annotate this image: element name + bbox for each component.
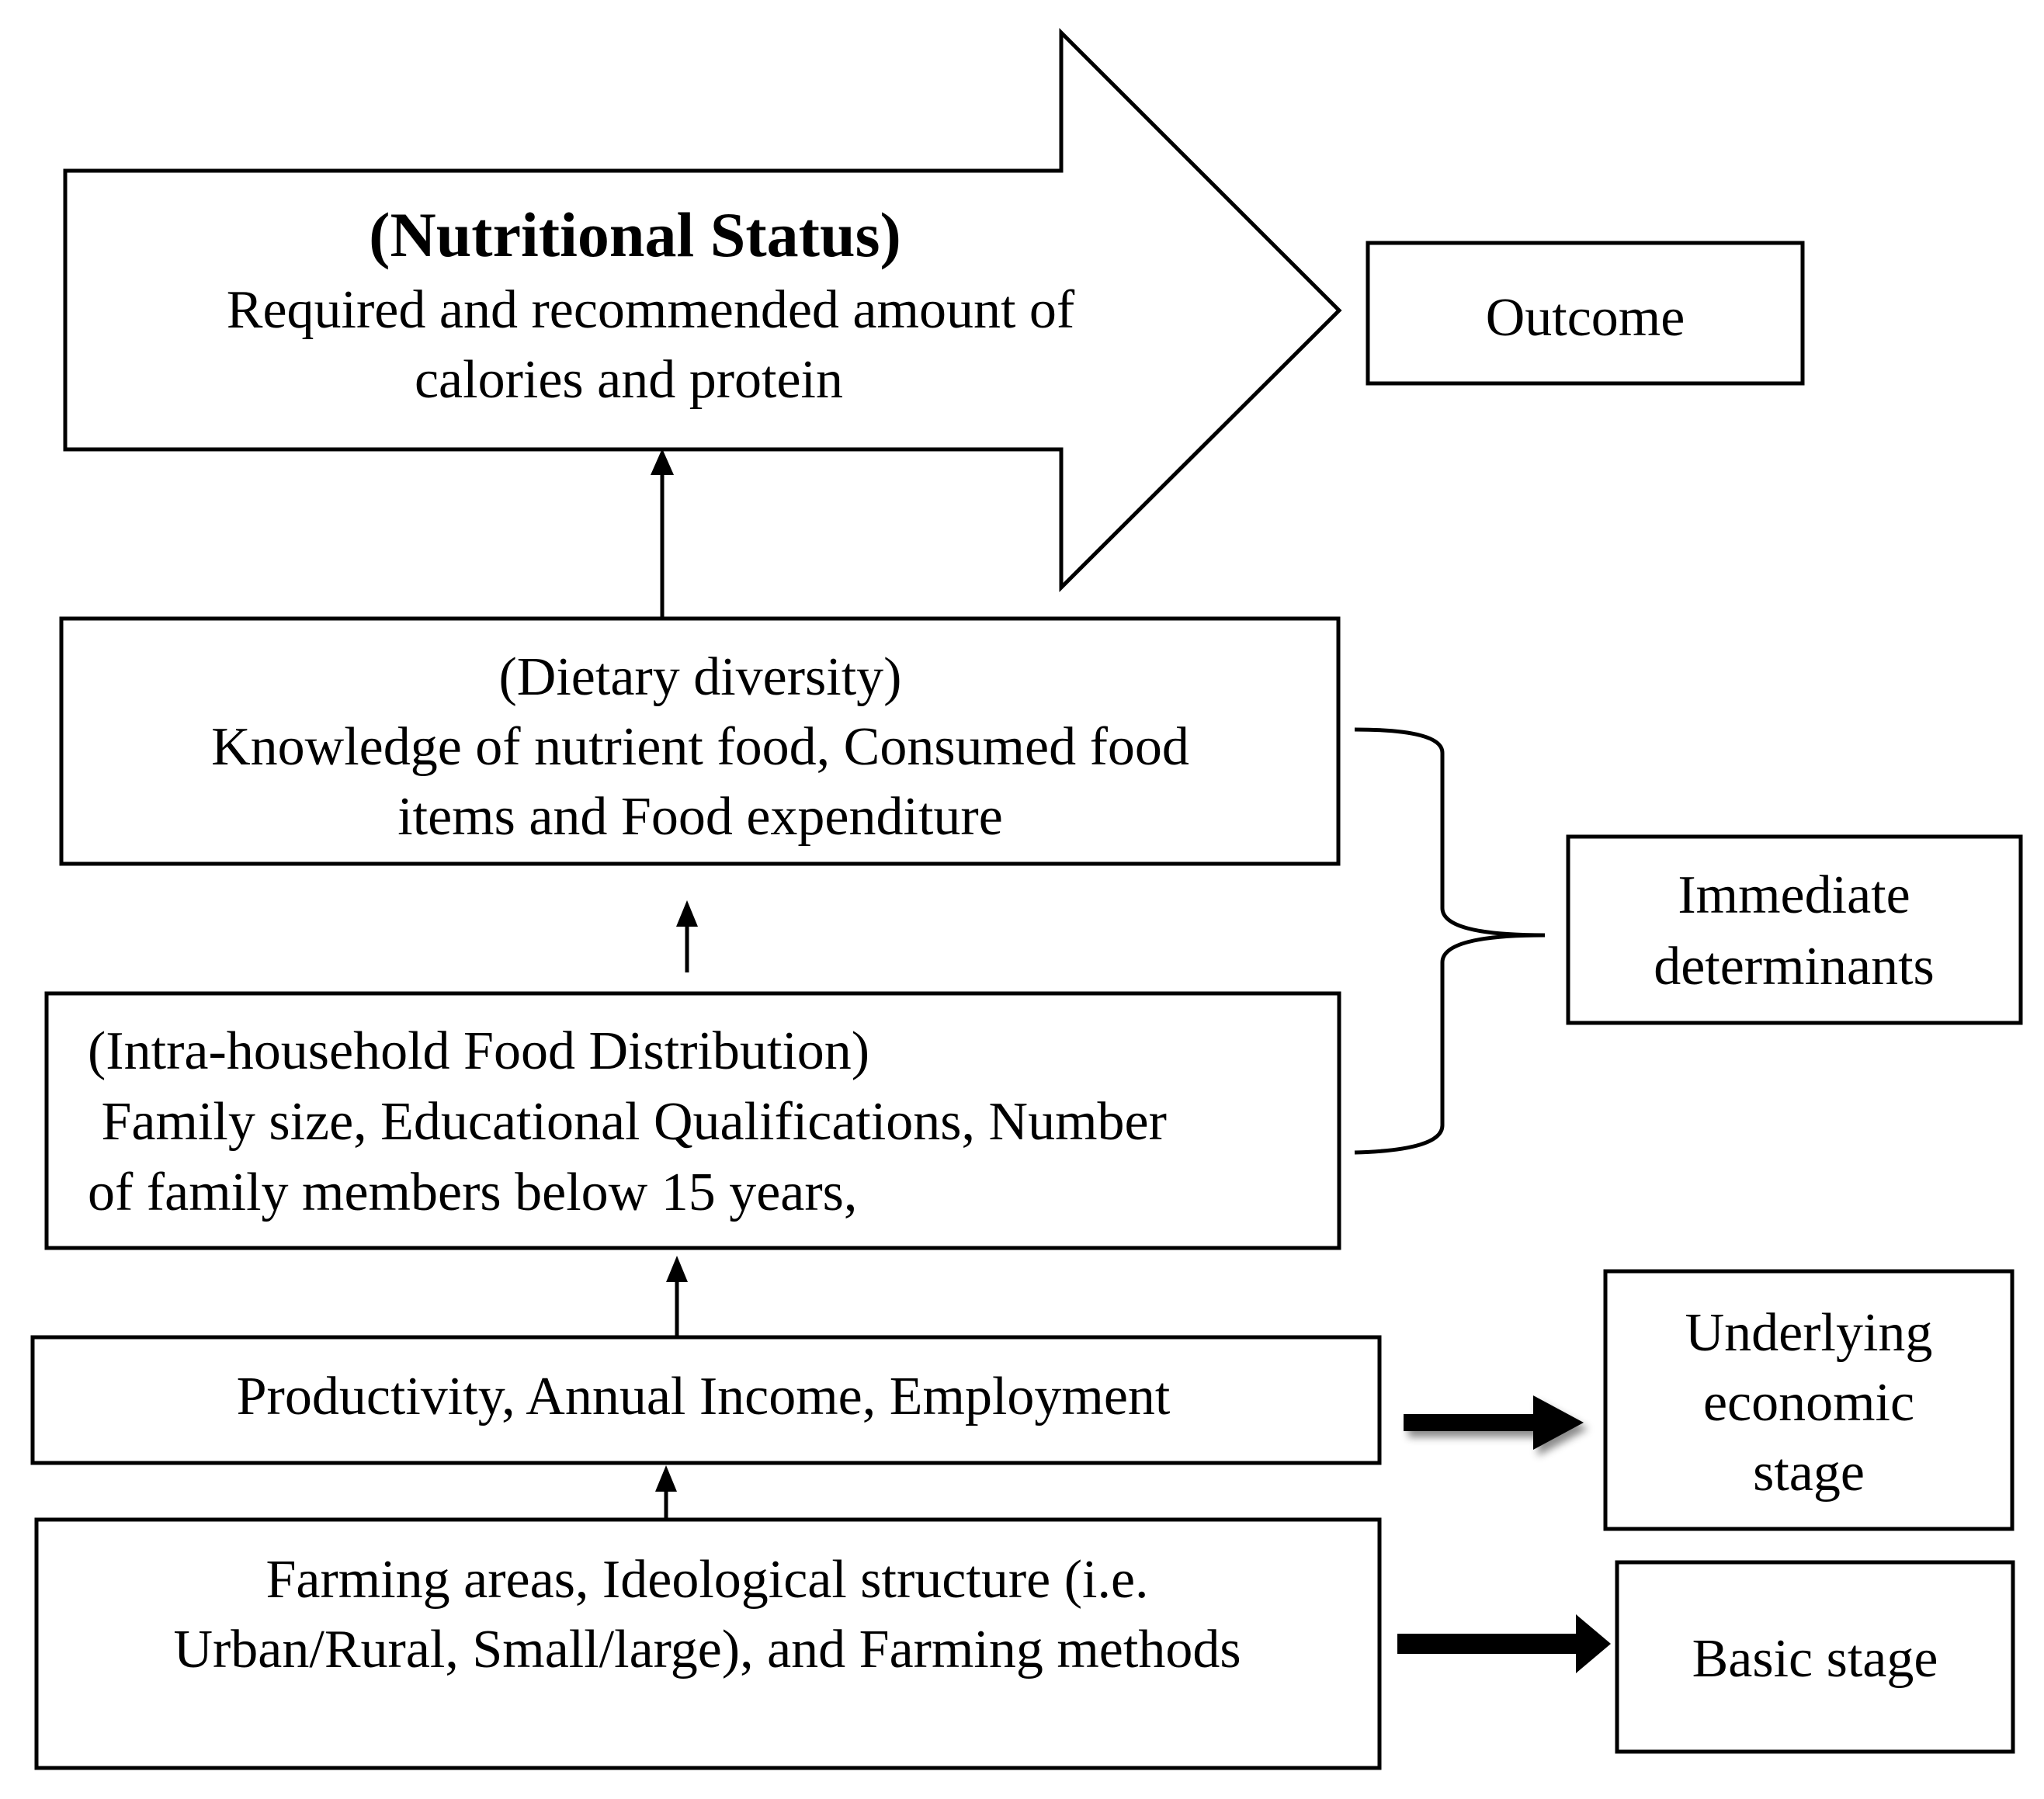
underlying-label-3: stage [1753,1443,1865,1503]
dietary-diversity-box [61,619,1338,864]
outcome-box [1368,243,1803,383]
arrow-economic-to-intra [666,1256,688,1337]
intra-household-line-2: of family members below 15 years, [88,1163,858,1222]
intra-household-box [47,993,1339,1248]
immediate-label-1: Immediate [1678,865,1910,925]
basic-box [36,1520,1379,1768]
arrow-dietary-to-status [651,449,674,619]
arrow-basic-to-basic-stage [1397,1614,1611,1673]
arrow-intra-to-dietary [676,900,698,972]
economic-box [33,1337,1379,1463]
nutritional-status-line-1: Required and recommended amount of [226,280,1075,340]
basic-stage-box [1617,1562,2013,1752]
underlying-economic-stage-box [1605,1271,2012,1529]
immediate-label-2: determinants [1654,937,1935,997]
arrow-economic-to-underlying [1404,1395,1584,1450]
nutritional-status-arrow [65,33,1339,588]
basic-line-1: Farming areas, Ideological structure (i.e. [265,1550,1149,1610]
intra-household-line-1: Family size, Educational Qualifications, Number [88,1092,1167,1152]
basic-line-2: Urban/Rural, Small/large), and Farming methods [173,1620,1241,1679]
dietary-diversity-title: (Dietary diversity) [498,647,902,707]
dietary-diversity-line-1: Knowledge of nutrient food, Consumed food [211,717,1189,777]
immediate-determinants-box [1568,837,2021,1023]
outcome-label: Outcome [1485,288,1685,348]
dietary-diversity-line-2: items and Food expenditure [397,787,1003,847]
immediate-determinants-brace [1355,730,1545,1153]
underlying-label-2: economic [1702,1373,1915,1433]
nutritional-status-title: (Nutritional Status) [369,199,901,270]
basic-stage-label: Basic stage [1692,1629,1938,1689]
arrow-basic-to-economic [655,1465,677,1520]
intra-household-title: (Intra-household Food Distribution) [88,1021,870,1081]
economic-text: Productivity, Annual Income, Employment [236,1367,1171,1426]
underlying-label-1: Underlying [1685,1303,1933,1363]
nutritional-status-line-2: calories and protein [414,350,844,410]
